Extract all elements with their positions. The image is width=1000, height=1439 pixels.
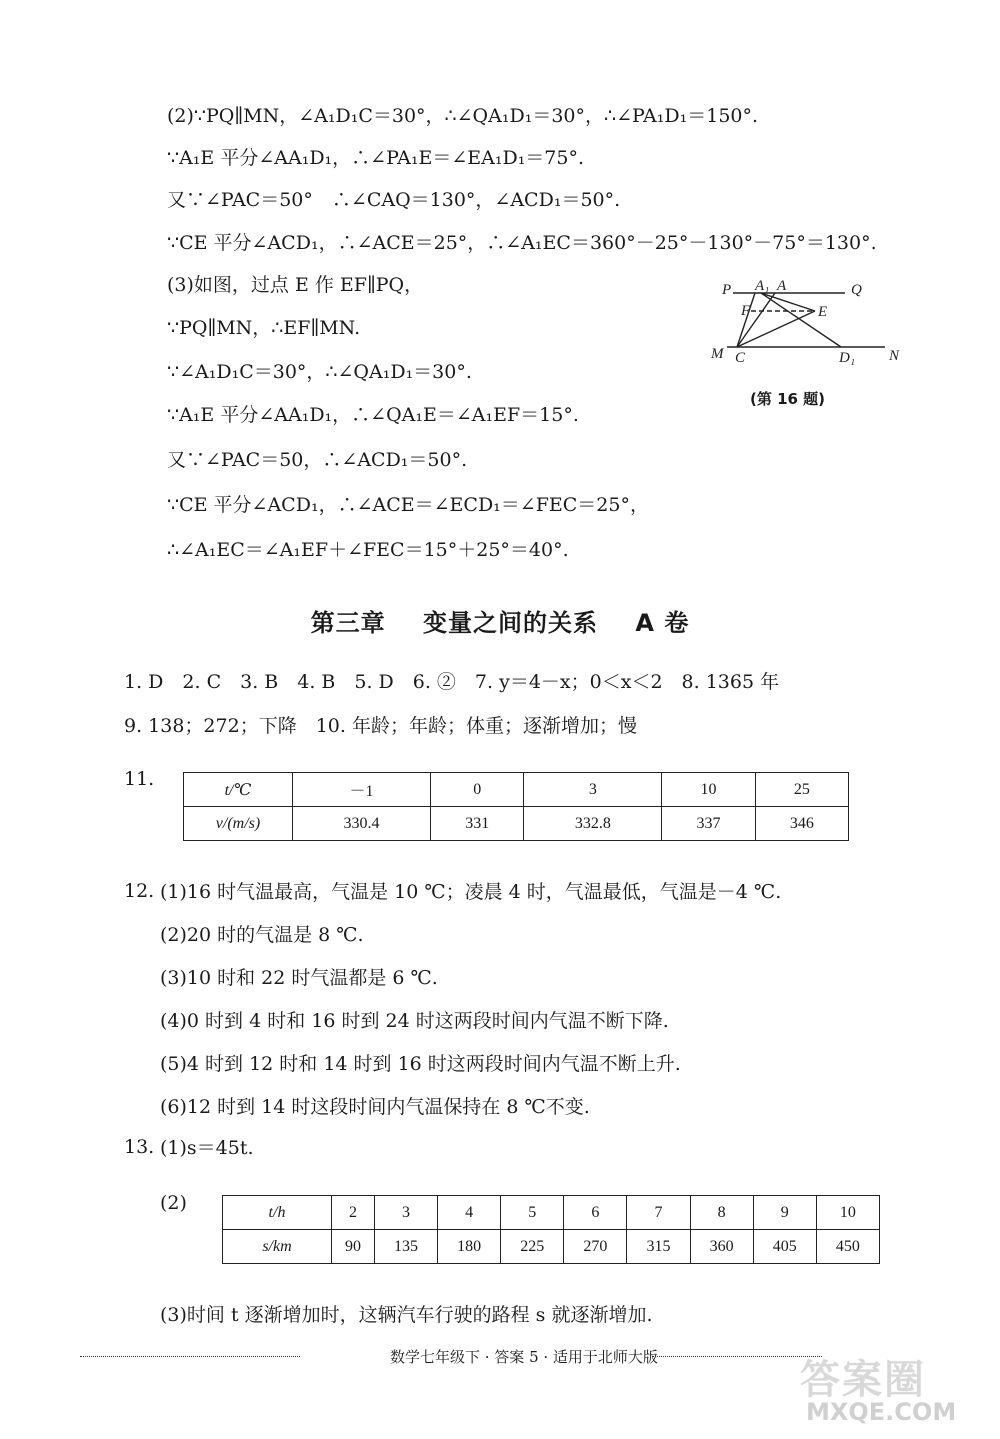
table-row — [184, 807, 849, 841]
table-cell: 330.4 — [293, 807, 431, 841]
solution-line: ∴∠A₁EC＝∠A₁EF＋∠FEC＝15°＋25°＝40°. — [167, 539, 569, 561]
table-cell: v/(m/s) — [184, 807, 293, 841]
watermark-logo: 答案圈 — [800, 1357, 926, 1403]
paper-label: A 卷 — [635, 609, 690, 637]
solution-line: ∵CE 平分∠ACD₁，∴∠ACE＝∠ECD₁＝∠FEC＝25°， — [167, 494, 649, 516]
answer-line: (6)12 时到 14 时这段时间内气温保持在 8 ℃不变. — [160, 1096, 590, 1118]
table-cell: 405 — [753, 1230, 816, 1264]
footer-divider — [80, 1356, 300, 1357]
q11-table — [183, 772, 849, 841]
question-number: 12. — [124, 880, 155, 902]
question-number: 13. — [124, 1136, 155, 1158]
segment-a1-d1 — [761, 293, 841, 347]
table-cell: 270 — [564, 1230, 627, 1264]
table-cell: 2 — [332, 1196, 375, 1230]
table-cell: 7 — [627, 1196, 690, 1230]
table-cell: 6 — [564, 1196, 627, 1230]
table-cell: 10 — [816, 1196, 879, 1230]
question-number: 11. — [124, 768, 155, 790]
table-cell: t/h — [223, 1196, 332, 1230]
answer-line: (2) — [160, 1192, 187, 1214]
geometry-figure — [705, 272, 915, 377]
table-cell: 4 — [438, 1196, 501, 1230]
table-cell: 10 — [662, 773, 755, 807]
solution-line: (2)∵PQ∥MN，∠A₁D₁C＝30°，∴∠QA₁D₁＝30°，∴∠PA₁D₁＝150°. — [167, 105, 759, 127]
solution-line: 又∵∠PAC＝50° ∴∠CAQ＝130°，∠ACD₁＝50°. — [167, 189, 621, 211]
table-cell: －1 — [293, 773, 431, 807]
solution-line: (3)如图，过点 E 作 EF∥PQ， — [167, 274, 424, 296]
label-p: P — [722, 282, 732, 298]
table-cell: 3 — [524, 773, 662, 807]
table-cell: 180 — [438, 1230, 501, 1264]
table-cell: 332.8 — [524, 807, 662, 841]
table-cell: 90 — [332, 1230, 375, 1264]
table-cell: 360 — [690, 1230, 753, 1264]
table-cell: 315 — [627, 1230, 690, 1264]
table-cell: 225 — [501, 1230, 564, 1264]
chapter-number: 第三章 — [310, 609, 386, 637]
table-cell: 450 — [816, 1230, 879, 1264]
table-row — [184, 773, 849, 807]
answer-line: (1)s＝45t. — [160, 1137, 254, 1159]
figure-caption: (第 16 题) — [750, 390, 826, 408]
label-m: M — [711, 346, 724, 362]
table-cell: 5 — [501, 1196, 564, 1230]
table-cell: 0 — [431, 773, 524, 807]
answer-line: (3)时间 t 逐渐增加时，这辆汽车行驶的路程 s 就逐渐增加. — [160, 1304, 653, 1326]
table-cell: t/℃ — [184, 773, 293, 807]
label-e: E — [818, 304, 828, 320]
answer-line: (4)0 时到 4 时和 16 时到 24 时这两段时间内气温不断下降. — [160, 1010, 669, 1032]
table-cell: 25 — [755, 773, 848, 807]
table-cell: 3 — [374, 1196, 437, 1230]
table-row — [223, 1196, 880, 1230]
label-f: F — [741, 303, 751, 319]
table-cell: 346 — [755, 807, 848, 841]
label-q: Q — [851, 282, 862, 298]
label-n: N — [889, 348, 900, 364]
q13-table — [222, 1195, 880, 1264]
answer-line: (5)4 时到 12 时和 14 时到 16 时这两段时间内气温不断上升. — [160, 1053, 681, 1075]
watermark — [792, 1348, 982, 1428]
answer-line: (3)10 时和 22 时气温都是 6 ℃. — [160, 967, 438, 989]
answer-line: (1)16 时气温最高，气温是 10 ℃；凌晨 4 时，气温最低，气温是－4 ℃. — [160, 881, 782, 903]
label-d1: D₁ — [839, 350, 856, 366]
watermark-url: MXQE.COM — [806, 1398, 957, 1426]
table-cell: 8 — [690, 1196, 753, 1230]
chapter-name: 变量之间的关系 — [423, 609, 599, 637]
solution-line: ∵CE 平分∠ACD₁，∴∠ACE＝25°，∴∠A₁EC＝360°－25°－130°－75°＝130°. — [167, 232, 877, 254]
label-c: C — [735, 350, 746, 366]
solution-line: ∵∠A₁D₁C＝30°，∴∠QA₁D₁＝30°. — [167, 361, 472, 383]
label-a: A — [777, 278, 787, 294]
answers-line-1: 1. D 2. C 3. B 4. B 5. D 6. ② 7. y＝4－x；0＜x＜2 8. 1365 年 — [124, 671, 780, 693]
solution-line: 又∵∠PAC＝50，∴∠ACD₁＝50°. — [167, 449, 468, 471]
table-cell: s/km — [223, 1230, 332, 1264]
solution-line: ∵PQ∥MN，∴EF∥MN. — [167, 317, 361, 339]
answer-line: (2)20 时的气温是 8 ℃. — [160, 924, 364, 946]
label-a1: A₁ — [755, 278, 770, 294]
table-cell: 135 — [374, 1230, 437, 1264]
table-cell: 331 — [431, 807, 524, 841]
solution-line: ∵A₁E 平分∠AA₁D₁，∴∠QA₁E＝∠A₁EF＝15°. — [167, 404, 579, 426]
answers-line-2: 9. 138；272；下降 10. 年龄；年龄；体重；逐渐增加；慢 — [124, 715, 637, 737]
segment-a1-c — [737, 293, 755, 347]
table-cell: 337 — [662, 807, 755, 841]
chapter-title — [0, 603, 1000, 638]
table-row — [223, 1230, 880, 1264]
footer-text: 数学七年级下 · 答案 5 · 适用于北师大版 — [390, 1348, 658, 1366]
table-cell: 9 — [753, 1196, 816, 1230]
solution-line: ∵A₁E 平分∠AA₁D₁，∴∠PA₁E＝∠EA₁D₁＝75°. — [167, 147, 585, 169]
